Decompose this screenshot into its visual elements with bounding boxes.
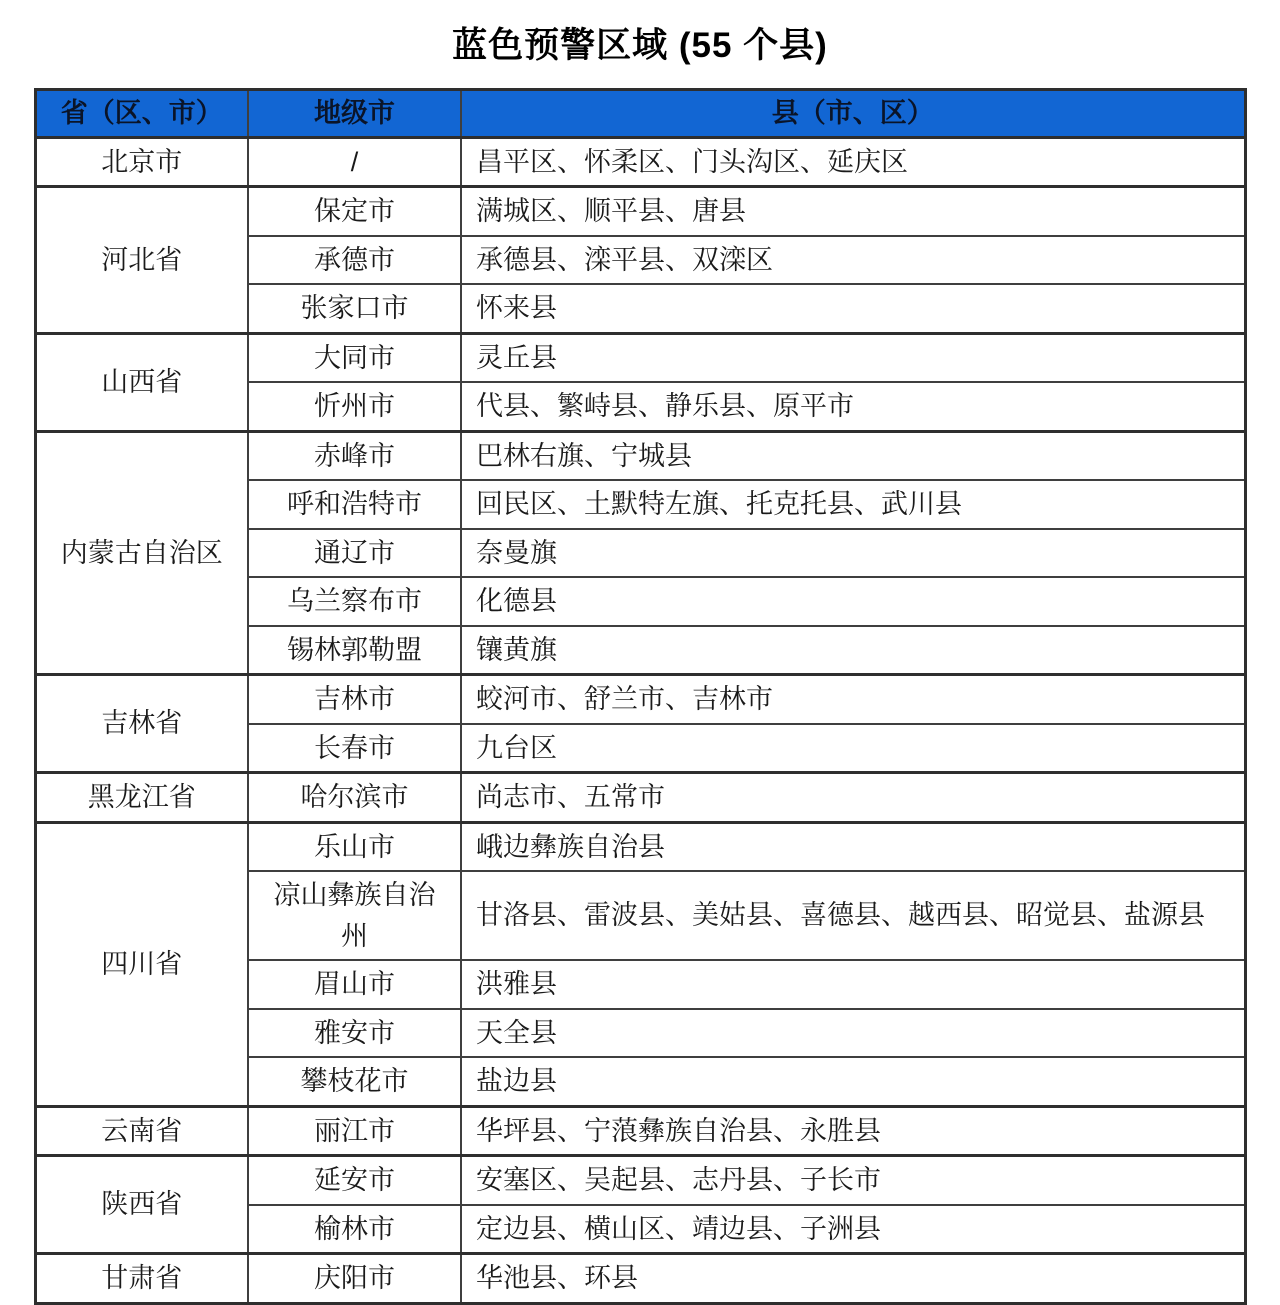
counties-cell: 巴林右旗、宁城县 [461, 431, 1245, 480]
counties-cell: 甘洛县、雷波县、美姑县、喜德县、越西县、昭觉县、盐源县 [461, 871, 1245, 960]
counties-cell: 承德县、滦平县、双滦区 [461, 236, 1245, 285]
table-row [35, 1156, 1245, 1205]
table-row [35, 137, 1245, 187]
city-cell: / [248, 137, 461, 187]
city-cell: 眉山市 [248, 960, 461, 1009]
table-row [35, 773, 1245, 823]
province-cell: 北京市 [35, 137, 248, 187]
header-counties: 县（市、区） [461, 90, 1245, 138]
counties-cell: 安塞区、吴起县、志丹县、子长市 [461, 1156, 1245, 1205]
table-row [35, 333, 1245, 382]
city-cell: 大同市 [248, 333, 461, 382]
city-cell: 通辽市 [248, 529, 461, 578]
province-cell: 内蒙古自治区 [35, 431, 248, 675]
province-cell: 四川省 [35, 822, 248, 1106]
table-row [35, 822, 1245, 871]
city-cell: 雅安市 [248, 1009, 461, 1058]
counties-cell: 满城区、顺平县、唐县 [461, 187, 1245, 236]
province-cell: 云南省 [35, 1106, 248, 1156]
counties-cell: 灵丘县 [461, 333, 1245, 382]
city-cell: 凉山彝族自治州 [248, 871, 461, 960]
counties-cell: 华池县、环县 [461, 1254, 1245, 1304]
city-cell: 承德市 [248, 236, 461, 285]
counties-cell: 代县、繁峙县、静乐县、原平市 [461, 382, 1245, 431]
table-row [35, 187, 1245, 236]
header-province: 省（区、市） [35, 90, 248, 138]
header-city: 地级市 [248, 90, 461, 138]
warning-table [34, 88, 1247, 1305]
counties-cell: 洪雅县 [461, 960, 1245, 1009]
province-cell: 陕西省 [35, 1156, 248, 1254]
city-cell: 张家口市 [248, 284, 461, 333]
city-cell: 呼和浩特市 [248, 480, 461, 529]
warning-table-body [35, 137, 1245, 1303]
city-cell: 锡林郭勒盟 [248, 626, 461, 675]
counties-cell: 奈曼旗 [461, 529, 1245, 578]
counties-cell: 天全县 [461, 1009, 1245, 1058]
city-cell: 哈尔滨市 [248, 773, 461, 823]
table-row [35, 675, 1245, 724]
city-cell: 攀枝花市 [248, 1057, 461, 1106]
province-cell: 吉林省 [35, 675, 248, 773]
page-title: 蓝色预警区域 (55 个县) [452, 26, 828, 65]
province-cell: 山西省 [35, 333, 248, 431]
table-row [35, 1106, 1245, 1156]
city-cell: 长春市 [248, 724, 461, 773]
city-cell: 赤峰市 [248, 431, 461, 480]
header-row [35, 90, 1245, 138]
table-row [35, 1254, 1245, 1304]
province-cell: 河北省 [35, 187, 248, 334]
province-cell: 黑龙江省 [35, 773, 248, 823]
counties-cell: 镶黄旗 [461, 626, 1245, 675]
counties-cell: 昌平区、怀柔区、门头沟区、延庆区 [461, 137, 1245, 187]
city-cell: 保定市 [248, 187, 461, 236]
city-cell: 乌兰察布市 [248, 577, 461, 626]
counties-cell: 化德县 [461, 577, 1245, 626]
counties-cell: 蛟河市、舒兰市、吉林市 [461, 675, 1245, 724]
counties-cell: 怀来县 [461, 284, 1245, 333]
table-row [35, 431, 1245, 480]
counties-cell: 华坪县、宁蒗彝族自治县、永胜县 [461, 1106, 1245, 1156]
city-cell: 忻州市 [248, 382, 461, 431]
city-cell: 庆阳市 [248, 1254, 461, 1304]
counties-cell: 尚志市、五常市 [461, 773, 1245, 823]
province-cell: 甘肃省 [35, 1254, 248, 1304]
city-cell: 延安市 [248, 1156, 461, 1205]
city-cell: 乐山市 [248, 822, 461, 871]
counties-cell: 盐边县 [461, 1057, 1245, 1106]
city-cell: 榆林市 [248, 1205, 461, 1254]
city-cell: 丽江市 [248, 1106, 461, 1156]
counties-cell: 峨边彝族自治县 [461, 822, 1245, 871]
city-cell: 吉林市 [248, 675, 461, 724]
counties-cell: 九台区 [461, 724, 1245, 773]
counties-cell: 定边县、横山区、靖边县、子洲县 [461, 1205, 1245, 1254]
counties-cell: 回民区、土默特左旗、托克托县、武川县 [461, 480, 1245, 529]
